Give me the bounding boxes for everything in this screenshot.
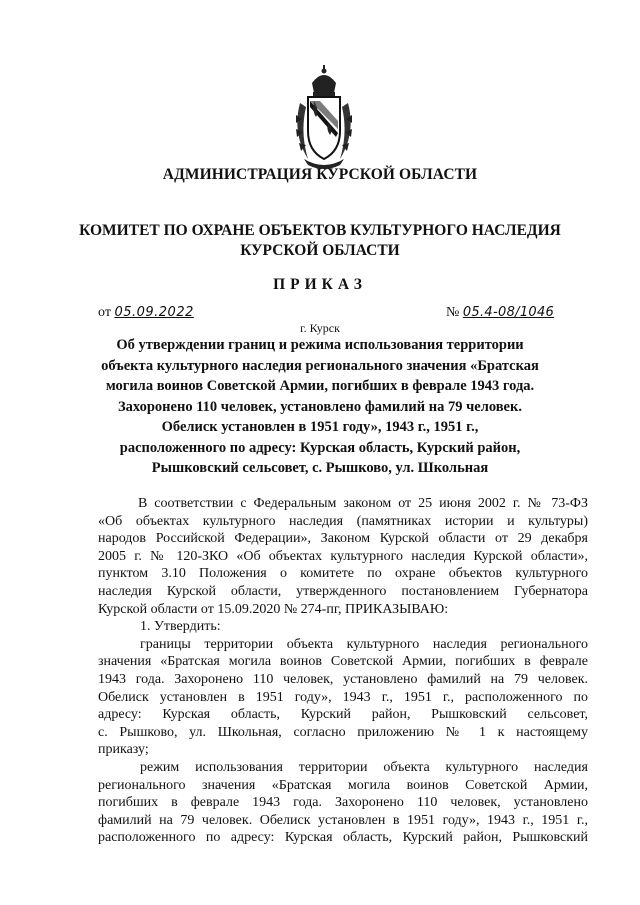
body-line: с. Рышково, ул. Школьная, согласно приложению № 1 к настоящему bbox=[98, 724, 588, 740]
document-type-heading: ПРИКАЗ bbox=[273, 276, 367, 293]
title-line: объекта культурного наследия регионального значения «Братская bbox=[101, 357, 539, 374]
document-body bbox=[98, 495, 588, 847]
date-value: 05.09.2022 bbox=[114, 305, 194, 320]
body-line: 2005 г. № 120-ЗКО «Об объектах культурного наследия Курской области», bbox=[98, 548, 588, 564]
body-line: 1943 года. Захоронено 110 человек, установлено фамилий на 79 человек. bbox=[98, 671, 588, 687]
number-value: 05.4-08/1046 bbox=[462, 305, 555, 320]
title-line: могила воинов Советской Армии, погибших в феврале 1943 года. bbox=[105, 378, 535, 394]
body-line: режим использования территории объекта культурного наследия bbox=[140, 759, 588, 775]
body-line: 1. Утвердить: bbox=[140, 619, 221, 635]
body-line: адресу: Курская область, Курский район, Рышковский сельсовет, bbox=[98, 707, 588, 723]
body-line: пунктом 3.10 Положения о комитете по охране объектов культурного bbox=[98, 566, 588, 582]
body-line: Обелиск установлен в 1951 году», 1943 г., 1951 г., расположенного по bbox=[98, 689, 588, 705]
committee-heading bbox=[0, 221, 640, 261]
title-line: Обелиск установлен в 1951 году», 1943 г., 1951 г., bbox=[161, 419, 479, 435]
body-line: границы территории объекта культурного наследия регионального bbox=[140, 636, 588, 652]
body-line: фамилий на 79 человек. Обелиск установлен в 1951 году», 1943 г., 1951 г., bbox=[98, 812, 588, 828]
order-number bbox=[446, 305, 554, 321]
administration-heading: АДМИНИСТРАЦИЯ КУРСКОЙ ОБЛАСТИ bbox=[162, 166, 478, 183]
body-line: приказу; bbox=[98, 742, 149, 758]
body-line: погибших в феврале 1943 года. Захоронено 110 человек, установлено bbox=[98, 795, 588, 811]
city-label: г. Курск bbox=[300, 321, 340, 335]
committee-heading-line2: КУРСКОЙ ОБЛАСТИ bbox=[240, 242, 400, 259]
body-line: народов Российской Федерации», Законом Курской области от 29 декабря bbox=[98, 531, 588, 547]
title-line: расположенного по адресу: Курская область, Курский район, bbox=[119, 439, 521, 456]
body-line: В соответствии с Федеральным законом от 25 июня 2002 г. № 73-ФЗ bbox=[138, 496, 588, 511]
number-prefix: № bbox=[446, 305, 460, 320]
title-line: Об утверждении границ и режима использования территории bbox=[116, 337, 524, 353]
order-date bbox=[98, 305, 194, 321]
committee-heading-line1: КОМИТЕТ ПО ОХРАНЕ ОБЪЕКТОВ КУЛЬТУРНОГО НАСЛЕДИЯ bbox=[79, 222, 561, 239]
body-line: Курской области от 15.09.2020 № 274-пг, ПРИКАЗЫВАЮ: bbox=[98, 601, 449, 617]
title-line: Захоронено 110 человек, установлено фамилий на 79 человек. bbox=[118, 398, 522, 415]
document-title bbox=[88, 335, 552, 479]
body-line: значения «Братская могила воинов Советской Армии, погибших в феврале bbox=[98, 654, 588, 670]
body-line: наследия Курской области, утвержденного постановлением Губернатора bbox=[98, 583, 588, 599]
kursk-coat-of-arms-emblem bbox=[290, 63, 358, 173]
body-line: регионального значения «Братская могила воинов Советской Армии, bbox=[98, 777, 588, 793]
body-line: расположенного по адресу: Курская область, Курский район, Рышковский bbox=[98, 830, 588, 846]
date-prefix: от bbox=[98, 305, 111, 320]
body-line: «Об объектах культурного наследия (памятниках истории и культуры) bbox=[98, 513, 588, 529]
title-line: Рышковский сельсовет, с. Рышково, ул. Школьная bbox=[151, 460, 489, 476]
